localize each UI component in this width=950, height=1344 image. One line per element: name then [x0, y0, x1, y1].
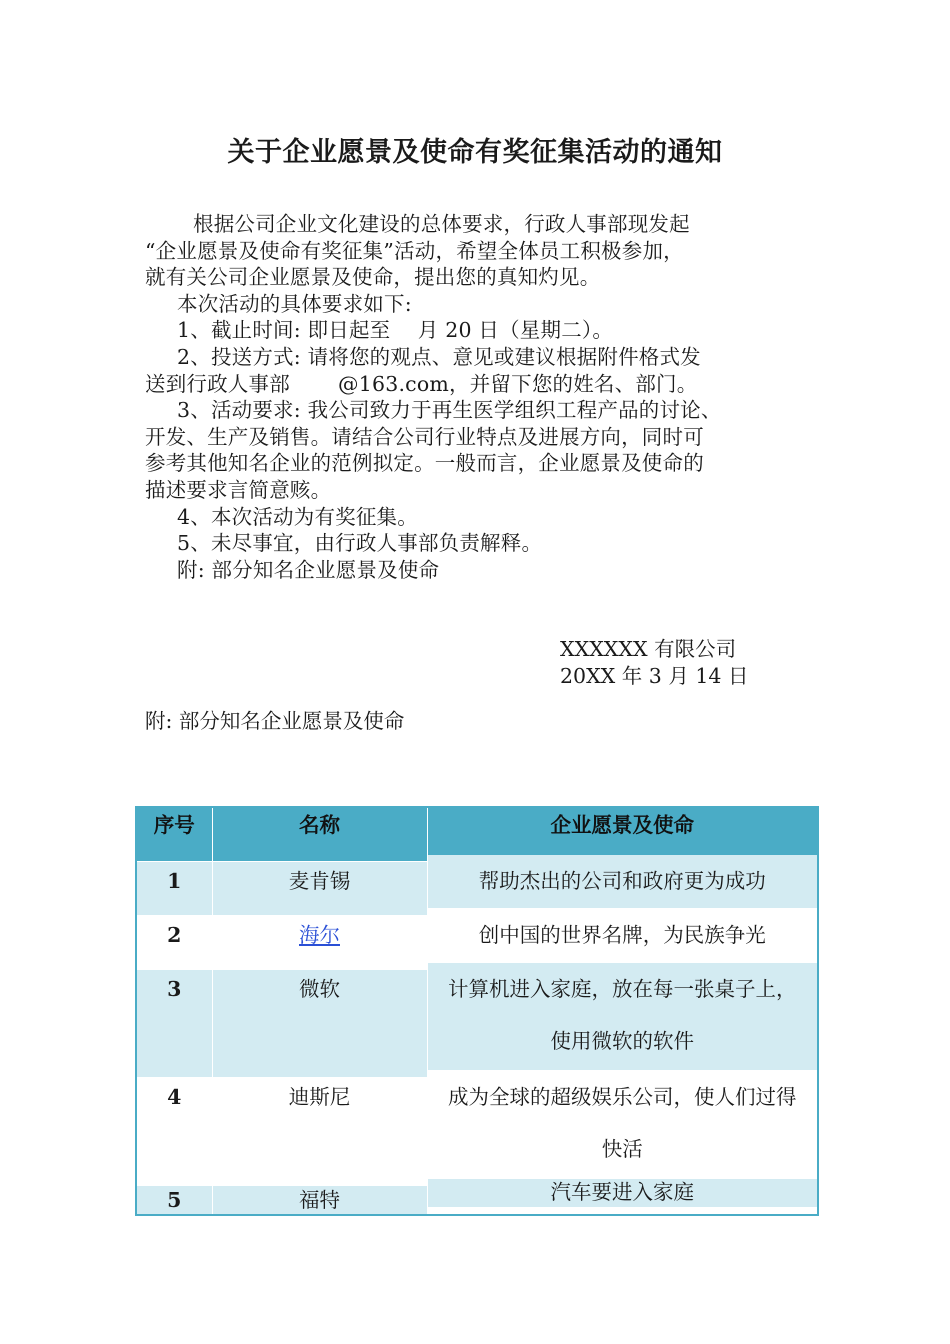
paragraph: 3、活动要求: 我公司致力于再生医学组织工程产品的讨论、	[177, 398, 722, 423]
paragraph: 本次活动的具体要求如下:	[177, 291, 412, 316]
table-row	[136, 1186, 818, 1216]
paragraph: 参考其他知名企业的范例拟定。一般而言，企业愿景及使命的	[145, 451, 704, 476]
table-row	[136, 916, 818, 970]
paragraph: 2、投送方式: 请将您的观点、意见或建议根据附件格式发	[177, 344, 701, 369]
header-name: 名称	[212, 807, 427, 862]
company-name-cell: 迪斯尼	[212, 1078, 427, 1186]
header-number: 序号	[136, 807, 212, 862]
company-name-cell: 微软	[212, 970, 427, 1078]
paragraph: 就有关公司企业愿景及使命，提出您的真知灼见。	[145, 265, 601, 290]
header-vision: 企业愿景及使命	[427, 807, 818, 862]
vision-mission-table	[135, 806, 819, 1216]
attachment-heading: 附: 部分知名企业愿景及使命	[145, 709, 405, 733]
paragraph: 送到行政人事部 @163.com，并留下您的姓名、部门。	[145, 371, 698, 396]
table-row	[136, 1078, 818, 1186]
vision-cell: 成为全球的超级娱乐公司，使人们过得快活	[427, 1071, 818, 1179]
paragraph: 附: 部分知名企业愿景及使命	[177, 557, 440, 582]
vision-cell: 帮助杰出的公司和政府更为成功	[427, 855, 818, 909]
vision-cell: 汽车要进入家庭	[427, 1179, 818, 1209]
haier-link[interactable]: 海尔	[299, 923, 340, 947]
row-number: 4	[136, 1078, 212, 1186]
vision-cell: 创中国的世界名牌，为民族争光	[427, 909, 818, 963]
signature-block	[560, 636, 748, 689]
paragraph: 开发、生产及销售。请结合公司行业特点及进展方向，同时可	[145, 424, 704, 449]
company-name-cell: 麦肯锡	[212, 862, 427, 916]
row-number: 2	[136, 916, 212, 970]
company-name-cell: 福特	[212, 1186, 427, 1216]
vision-cell: 计算机进入家庭，放在每一张桌子上，使用微软的软件	[427, 963, 818, 1071]
company-name: XXXXXX 有限公司	[560, 637, 737, 661]
paragraph: 根据公司企业文化建设的总体要求，行政人事部现发起	[193, 212, 690, 236]
table-row	[136, 862, 818, 916]
paragraph: 5、未尽事宜，由行政人事部负责解释。	[177, 531, 543, 556]
notice-body	[145, 211, 805, 583]
paragraph: 描述要求言简意赅。	[145, 477, 332, 502]
row-number: 5	[136, 1186, 212, 1216]
signature-date: 20XX 年 3 月 14 日	[560, 663, 749, 688]
row-number: 3	[136, 970, 212, 1078]
paragraph: 1、截止时间: 即日起至 月 20 日（星期二）。	[177, 318, 614, 343]
company-name-cell	[212, 916, 427, 970]
paragraph: “企业愿景及使命有奖征集”活动，希望全体员工积极参加，	[145, 238, 684, 263]
document-title: 关于企业愿景及使命有奖征集活动的通知	[227, 137, 723, 168]
paragraph: 4、本次活动为有奖征集。	[177, 504, 418, 529]
table-header-row	[136, 807, 818, 862]
table-row	[136, 970, 818, 1078]
row-number: 1	[136, 862, 212, 916]
